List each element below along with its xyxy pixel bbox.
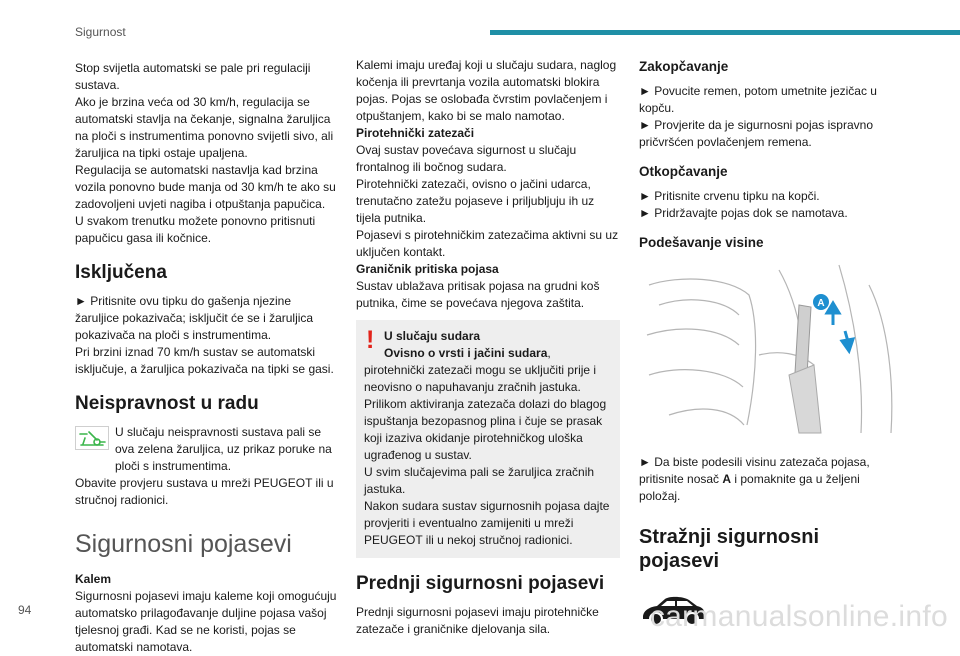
section-title: Sigurnost	[75, 25, 126, 39]
column-right	[639, 58, 901, 632]
warning-head	[364, 328, 612, 362]
paragraph: Pojasevi s pirotehničkim zatezačima aktivni su uz uključen kontakt.	[356, 228, 619, 259]
paragraph: Regulacija se automatski nastavlja kad brzina vozila ponovno bude manja od 30 km/h te ako su zadovoljeni uvjeti nagiba i otpuštanja papučica.	[75, 163, 336, 211]
heading-otkopcavanje: Otkopčavanje	[639, 164, 728, 179]
paragraph: ► Provjerite da je sigurnosni pojas ispravno pričvršćen povlačenjem remena.	[639, 118, 873, 149]
paragraph: Stop svijetla automatski se pale pri regulaciji sustava.	[75, 61, 311, 92]
text: ► Da biste podesili visinu zatezača pojasa, pritisnite nosač	[639, 455, 870, 486]
heading-podesavanje: Podešavanje visine	[639, 235, 764, 250]
paragraph: Prilikom aktiviranja zatezača dolazi do blagog ispuštanja bezopasnog plina i čuje se prasak koji izaziva okidanje pirotehničkog uloška ugrađenog u sustav.	[364, 397, 607, 462]
malfunction-warning-lamp-icon	[75, 426, 109, 450]
malfunction-note	[75, 424, 337, 475]
subheading-pirotehnicki: Pirotehnički zatezači	[356, 126, 475, 140]
warning-box	[356, 320, 620, 558]
paragraph: ► Pritisnite crvenu tipku na kopči.	[639, 189, 820, 203]
paragraph: Pri brzini iznad 70 km/h sustav se automatski isključuje, a žaruljica pokazivača na tipki se gasi.	[75, 345, 334, 376]
paragraph: U slučaju neispravnosti sustava pali se ova zelena žaruljica, uz prikaz poruke na ploči s instrumentima.	[115, 425, 332, 473]
paragraph: U svakom trenutku možete ponovno pritisnuti papučicu gasa ili kočnice.	[75, 214, 316, 245]
column-left	[75, 60, 337, 656]
text: i pomaknite ga u željeni položaj.	[639, 472, 860, 503]
heading-sigurnosni-pojasevi: Sigurnosni pojasevi	[75, 530, 292, 558]
paragraph: Prednji sigurnosni pojasevi imaju pirotehničke zatezače i graničnike djelovanja sila.	[356, 605, 599, 636]
paragraph: U svim slučajevima pali se žaruljica zračnih jastuka.	[364, 465, 595, 496]
subheading-granicnik: Graničnik pritiska pojasa	[356, 262, 499, 276]
paragraph: pirotehnički zatezači mogu se uključiti prije i neovisno o napuhavanju zračnih jastuka.	[364, 363, 597, 394]
page-number: 94	[18, 603, 32, 617]
heading-strazni: Stražnji sigurnosni pojasevi	[639, 526, 820, 572]
warning-subtitle: Ovisno o vrsti i jačini sudara	[384, 346, 548, 360]
paragraph: Obavite provjeru sustava u mreži PEUGEOT ili u stručnoj radionici.	[75, 476, 334, 507]
paragraph: Kalemi imaju uređaj koji u slučaju sudara, naglog kočenja ili prevrtanja vozila automatski blokira pojas. Pojas se oslobađa čvrstim povlačenjem i otpuštanjem, kako bi se malo namotao.	[356, 58, 617, 123]
paragraph: ► Pridržavajte pojas dok se namotava.	[639, 206, 848, 220]
heading-zakopcavanje: Zakopčavanje	[639, 59, 729, 74]
subheading-kalem: Kalem	[75, 572, 112, 586]
paragraph: Sigurnosni pojasevi imaju kaleme koji omogućuju automatsko prilagođavanje duljine pojasa vašoj tjelesnoj građi. Kad se ne koristi, pojas se automatski namotava.	[75, 589, 337, 654]
figure-label-a: A	[817, 298, 825, 309]
exclamation-icon: !	[366, 326, 375, 354]
heading-prednji: Prednji sigurnosni pojasevi	[356, 573, 605, 594]
watermark: carmanualsonline.info	[649, 600, 948, 633]
heading-neispravnost: Neispravnost u radu	[75, 393, 259, 414]
warning-title: U slučaju sudara	[384, 329, 481, 343]
column-middle	[356, 57, 620, 638]
seatbelt-height-figure	[639, 265, 903, 433]
paragraph: Nakon sudara sustav sigurnosnih pojasa dajte provjeriti i eventualno zamijeniti u mreži PEUGEOT ili u nekoj stručnoj radionici.	[364, 499, 610, 547]
warning-subtitle-rest: ,	[547, 346, 551, 360]
paragraph: Ako je brzina veća od 30 km/h, regulacija se automatski stavlja na čekanje, signalna žaruljica na ploči s instrumentima ponovno svijetli sivo, ali žaruljica na tipki ostaje upaljena.	[75, 95, 334, 160]
paragraph: ► Povucite remen, potom umetnite jezičac u kopču.	[639, 84, 877, 115]
paragraph-height-adjust	[639, 454, 901, 505]
header-accent-bar	[490, 30, 960, 35]
paragraph: Sustav ublažava pritisak pojasa na grudni koš putnika, čime se povećava njegova zaštita.	[356, 279, 600, 310]
paragraph: ► Pritisnite ovu tipku do gašenja njezine žaruljice pokazivača; isključit će se i žaruljica pokazivača na ploči s instrumentima.	[75, 294, 314, 342]
bracket-a-label: A	[722, 472, 732, 486]
paragraph: Pirotehnički zatezači, ovisno o jačini udarca, trenutačno zatežu pojaseve i priljubljuju ih uz tijela putnika.	[356, 177, 595, 225]
heading-iskljucena: Isključena	[75, 262, 167, 283]
paragraph: Ovaj sustav povećava sigurnost u slučaju frontalnog ili bočnog sudara.	[356, 143, 577, 174]
